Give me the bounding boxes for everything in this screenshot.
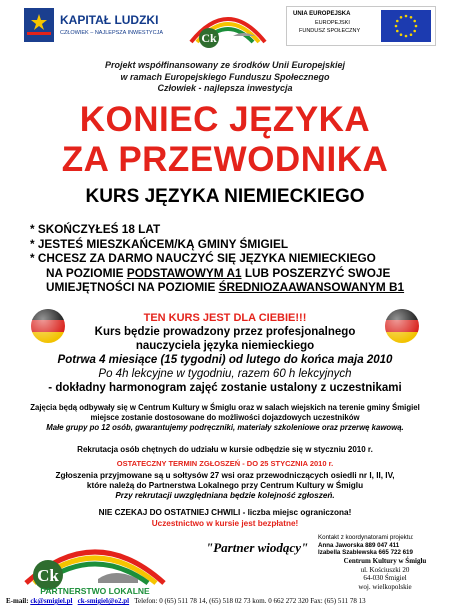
application-line-1: Zgłoszenia przyjmowane są u sołtysów 27 wsi oraz przewodniczących osiedli nr I, II, IV, — [55, 471, 395, 480]
project-line-3: Człowiek - najlepsza inwestycja — [157, 83, 293, 93]
project-contact — [318, 534, 448, 557]
unia-europejska-logo — [286, 6, 436, 46]
eligibility-goal-line-1: * CHCESZ ZA DARMO NAUCZYĆ SIĘ JĘZYKA NIEMIECKIEGO — [30, 251, 376, 265]
course-hours: Po 4h lekcyjne w tygodniu, razem 60 h lekcyjnych — [98, 368, 352, 380]
level-a1: PODSTAWOWYM A1 — [126, 265, 242, 280]
level-b1: ŚREDNIOZAAWANSOWANYM B1 — [218, 280, 405, 294]
kapital-ludzki-logo — [24, 6, 176, 46]
footer-contact-bar — [6, 597, 366, 605]
partnerstwo-lokalne-logo-bottom — [20, 533, 170, 596]
goal-text: NA POZIOMIE — [46, 265, 127, 280]
eligibility-item-goal — [30, 251, 440, 295]
eu-flag-icon — [381, 10, 431, 42]
project-line-1: Projekt współfinansowany ze środków Unii Europejskiej — [104, 60, 346, 70]
email-link-1[interactable]: ck@smigiel.pl — [30, 597, 73, 605]
course-line-1: Kurs będzie prowadzony przez profesjonalnego — [94, 326, 356, 338]
centrum-street: ul. Kościuszki 20 — [360, 565, 410, 574]
eligibility-goal-line-2 — [30, 266, 440, 281]
course-subtitle: KURS JĘZYKA NIEMIECKIEGO — [85, 186, 365, 207]
ue-label: UNIA EUROPEJSKA — [293, 11, 351, 17]
eligibility-goal-line-3 — [30, 280, 440, 295]
application-line-2: które należą do Partnerstwa Lokalnego przy Centrum Kultury w Śmiglu — [86, 481, 364, 490]
efs-label-line1: EUROPEJSKI — [315, 20, 350, 26]
limited-places-note: NIE CZEKAJ DO OSTATNIEJ CHWILI - liczba miejsc ograniczona! — [98, 508, 352, 517]
course-details — [0, 325, 450, 395]
course-schedule: - dokładny harmonogram zajęć zostanie ustalony z uczestnikami — [48, 382, 402, 394]
eligibility-list — [30, 222, 440, 295]
main-title-line-2: ZA PRZEWODNIKA — [61, 140, 389, 179]
leading-partner-label: "Partner wiodący" — [206, 540, 309, 555]
goal-text-cont: LUB POSZERZYĆ SWOJE — [241, 265, 391, 280]
for-you-headline: TEN KURS JEST DLA CIEBIE!!! — [143, 312, 307, 324]
centrum-kultury-address — [330, 557, 440, 591]
phone-fax-info: Telefon: 0 (65) 511 78 14, (65) 518 02 73 kom. 0 662 272 320 Fax: (65) 511 78 13 — [134, 597, 366, 605]
centrum-region: woj. wielkopolskie — [358, 582, 412, 591]
kapital-ludzki-emblem-icon — [24, 8, 54, 42]
partnerstwo-lokalne-logo-top — [183, 2, 273, 52]
venue-info — [0, 403, 450, 433]
kapital-ludzki-title: KAPITAŁ LUDZKI — [60, 13, 159, 27]
centrum-city: 64-030 Śmigiel — [363, 574, 407, 582]
goal-text-2: UMIEJĘTNOŚCI NA POZIOMIE — [46, 280, 219, 294]
contact-person-2: Izabella Szablewska 665 722 619 — [318, 549, 413, 557]
course-line-2: nauczyciela języka niemieckiego — [135, 340, 315, 352]
project-line-2: w ramach Europejskiego Funduszu Społecznego — [120, 71, 330, 82]
deadline-note: OSTATECZNY TERMIN ZGŁOSZEŃ - DO 25 STYCZNIA 2010 r. — [116, 459, 334, 468]
venue-line-1: Zajęcia będą odbywały się w Centrum Kultury w Śmiglu oraz w salach wiejskich na terenie gminy Śmigiel — [30, 403, 420, 412]
centrum-name: Centrum Kultury w Śmiglu — [343, 557, 427, 565]
application-line-3: Przy rekrutacji uwzględniana będzie kolejność zgłoszeń. — [115, 491, 335, 500]
project-funding-note — [0, 60, 450, 95]
venue-line-3: Małe grupy po 12 osób, gwarantujemy podręczniki, materiały szkoleniowe oraz przerwę kawową. — [46, 423, 404, 432]
svg-text:Ck: Ck — [201, 31, 217, 45]
free-participation-note: Uczestnictwo w kursie jest bezpłatne! — [151, 519, 299, 528]
contact-person-1: Anna Jaworska 889 047 411 — [318, 541, 400, 549]
eligibility-item-residence: * JESTEŚ MIESZKAŃCEM/KĄ GMINY ŚMIGIEL — [30, 236, 289, 251]
application-info — [0, 471, 450, 501]
partnerstwo-lokalne-logo-text: PARTNERSTWO LOKALNE — [40, 586, 150, 596]
contact-heading: Kontakt z koordynatorami projektu: — [318, 534, 414, 541]
email-link-2[interactable]: ck-smigiel@o2.pl — [77, 597, 130, 605]
svg-text:Ck: Ck — [37, 566, 59, 585]
kapital-ludzki-subtitle: CZŁOWIEK – NAJLEPSZA INWESTYCJA — [60, 30, 163, 36]
venue-line-2: miejsce zostanie dostosowane do możliwości dojazdowych uczestników — [90, 413, 360, 422]
eligibility-item-age: * SKOŃCZYŁEŚ 18 LAT — [30, 222, 161, 236]
efs-label-line2: FUNDUSZ SPOŁECZNY — [299, 28, 361, 34]
email-label: E-mail: — [6, 597, 29, 605]
course-duration: Potrwa 4 miesiące (15 tygodni) od lutego do końca maja 2010 — [57, 354, 393, 366]
main-title-line-1: KONIEC JĘZYKA — [79, 100, 371, 139]
recruitment-note: Rekrutacja osób chętnych do udziału w kursie odbędzie się w styczniu 2010 r. — [77, 445, 373, 454]
